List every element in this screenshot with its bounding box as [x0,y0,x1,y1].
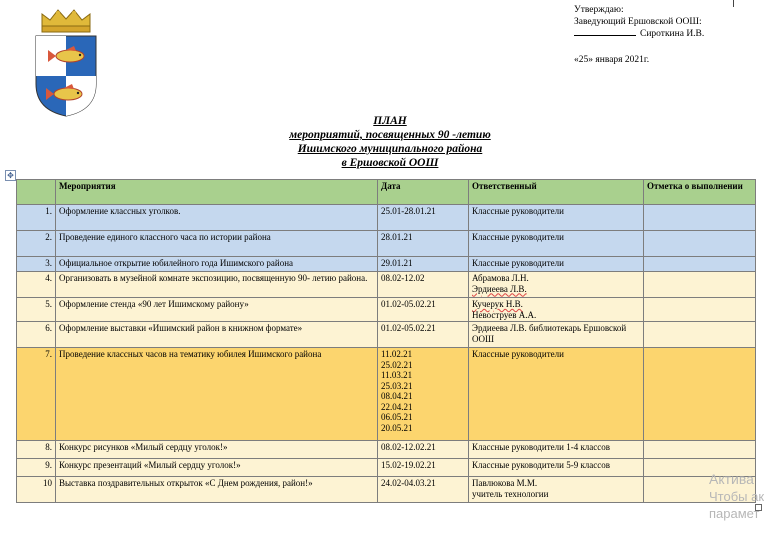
date-item: 22.04.21 [381,401,413,412]
row-number: 1. [17,205,56,231]
header-event: Мероприятия [56,180,378,205]
row-responsible [469,272,644,298]
title-line-1: ПЛАН [373,115,407,127]
responsible-line-2: учитель технологии [472,488,549,499]
row-date: 08.02-12.02.21 [378,441,469,459]
row-date [378,348,469,441]
row-responsible: Классные руководители 1-4 классов [469,441,644,459]
row-date: 25.01-28.01.21 [378,205,469,231]
row-date: 01.02-05.02.21 [378,298,469,322]
date-item: 20.05.21 [381,422,413,433]
table-header-row [17,180,756,205]
table-row [17,272,756,298]
row-mark[interactable] [644,272,756,298]
table-row [17,205,756,231]
row-mark[interactable] [644,205,756,231]
activation-watermark [709,471,764,522]
row-number: 2. [17,231,56,257]
header-num [17,180,56,205]
row-number: 8. [17,441,56,459]
title-line-2: мероприятий, посвященных 90 -летию [289,129,491,141]
row-mark[interactable] [644,441,756,459]
row-event: Конкурс презентаций «Милый сердцу уголок!» [56,459,378,477]
row-event: Конкурс рисунков «Милый сердцу уголок!» [56,441,378,459]
title-line-3: Ишимского муниципального района [297,143,483,155]
row-date: 08.02-12.02 [378,272,469,298]
table-row [17,441,756,459]
approval-signature-name: Сироткина И.В. [640,29,705,39]
row-responsible: Классные руководители 5-9 классов [469,459,644,477]
row-mark[interactable] [644,298,756,322]
row-number: 6. [17,322,56,348]
table-row [17,459,756,477]
responsible-line-1: Абрамова Л.Н. [472,273,529,283]
header-mark: Отметка о выполнении [644,180,756,205]
header-date: Дата [378,180,469,205]
watermark-line-2: Чтобы ак [709,489,765,504]
row-responsible: Классные руководители [469,205,644,231]
approval-date: «25» января 2021г. [574,55,650,65]
table-row [17,298,756,322]
row-date: 29.01.21 [378,257,469,272]
row-responsible: Эрдиеева Л.В. библиотекарь Ершовской ООШ [469,322,644,348]
responsible-line-2: Невоструев А.А. [472,309,537,320]
document-title [180,114,600,170]
table-row [17,348,756,441]
date-item: 11.03.21 [381,370,413,380]
row-mark[interactable] [644,231,756,257]
row-event: Проведение единого классного часа по истории района [56,231,378,257]
table-move-handle-icon[interactable]: ✥ [5,170,16,181]
row-number: 7. [17,348,56,441]
approval-label: Утверждаю: [574,5,624,15]
header-responsible: Ответственный [469,180,644,205]
row-event: Проведение классных часов на тематику юбилея Ишимского района [56,348,378,441]
row-responsible: Классные руководители [469,257,644,272]
margin-line [733,0,734,7]
crown-icon [42,10,90,32]
row-date: 01.02-05.02.21 [378,322,469,348]
title-line-4: в Ершовской ООШ [341,157,439,169]
responsible-line-2: Эрдиеева Л.В. [472,283,527,294]
date-item: 08.04.21 [381,391,413,401]
row-mark[interactable] [644,348,756,441]
table-row [17,231,756,257]
row-responsible [469,477,644,503]
row-mark[interactable] [644,322,756,348]
watermark-line-3: парамет [709,506,760,521]
table-row [17,477,756,503]
row-event: Оформление классных уголков. [56,205,378,231]
coat-of-arms-image [30,6,102,118]
row-responsible: Классные руководители [469,231,644,257]
date-item: 11.02.21 [381,349,413,359]
row-number: 4. [17,272,56,298]
date-item: 25.03.21 [381,380,413,391]
responsible-line-1: Павлюкова М.М. [472,478,538,488]
row-date: 28.01.21 [378,231,469,257]
date-item: 25.02.21 [381,359,413,370]
responsible-line-1: Кучерук Н.В. [472,299,523,309]
row-responsible: Классные руководители [469,348,644,441]
row-date: 15.02-19.02.21 [378,459,469,477]
row-number: 10 [17,477,56,503]
date-item: 06.05.21 [381,412,413,422]
row-event: Выставка поздравительных открыток «С Днем рождения, район!» [56,477,378,503]
row-number: 3. [17,257,56,272]
approval-position: Заведующий Ершовской ООШ: [574,17,702,27]
row-date: 24.02-04.03.21 [378,477,469,503]
signature-line [574,35,636,36]
row-event: Организовать в музейной комнате экспозицию, посвященную 90- летию района. [56,272,378,298]
table-row [17,257,756,272]
plan-table [16,179,756,503]
table-row [17,322,756,348]
row-number: 9. [17,459,56,477]
row-responsible [469,298,644,322]
row-event: Оформление стенда «90 лет Ишимскому району» [56,298,378,322]
row-event: Оформление выставки «Ишимский район в книжном формате» [56,322,378,348]
row-number: 5. [17,298,56,322]
row-mark[interactable] [644,257,756,272]
row-event: Официальное открытие юбилейного года Ишимского района [56,257,378,272]
watermark-line-1: Актива [709,471,754,487]
approval-block [574,4,704,66]
